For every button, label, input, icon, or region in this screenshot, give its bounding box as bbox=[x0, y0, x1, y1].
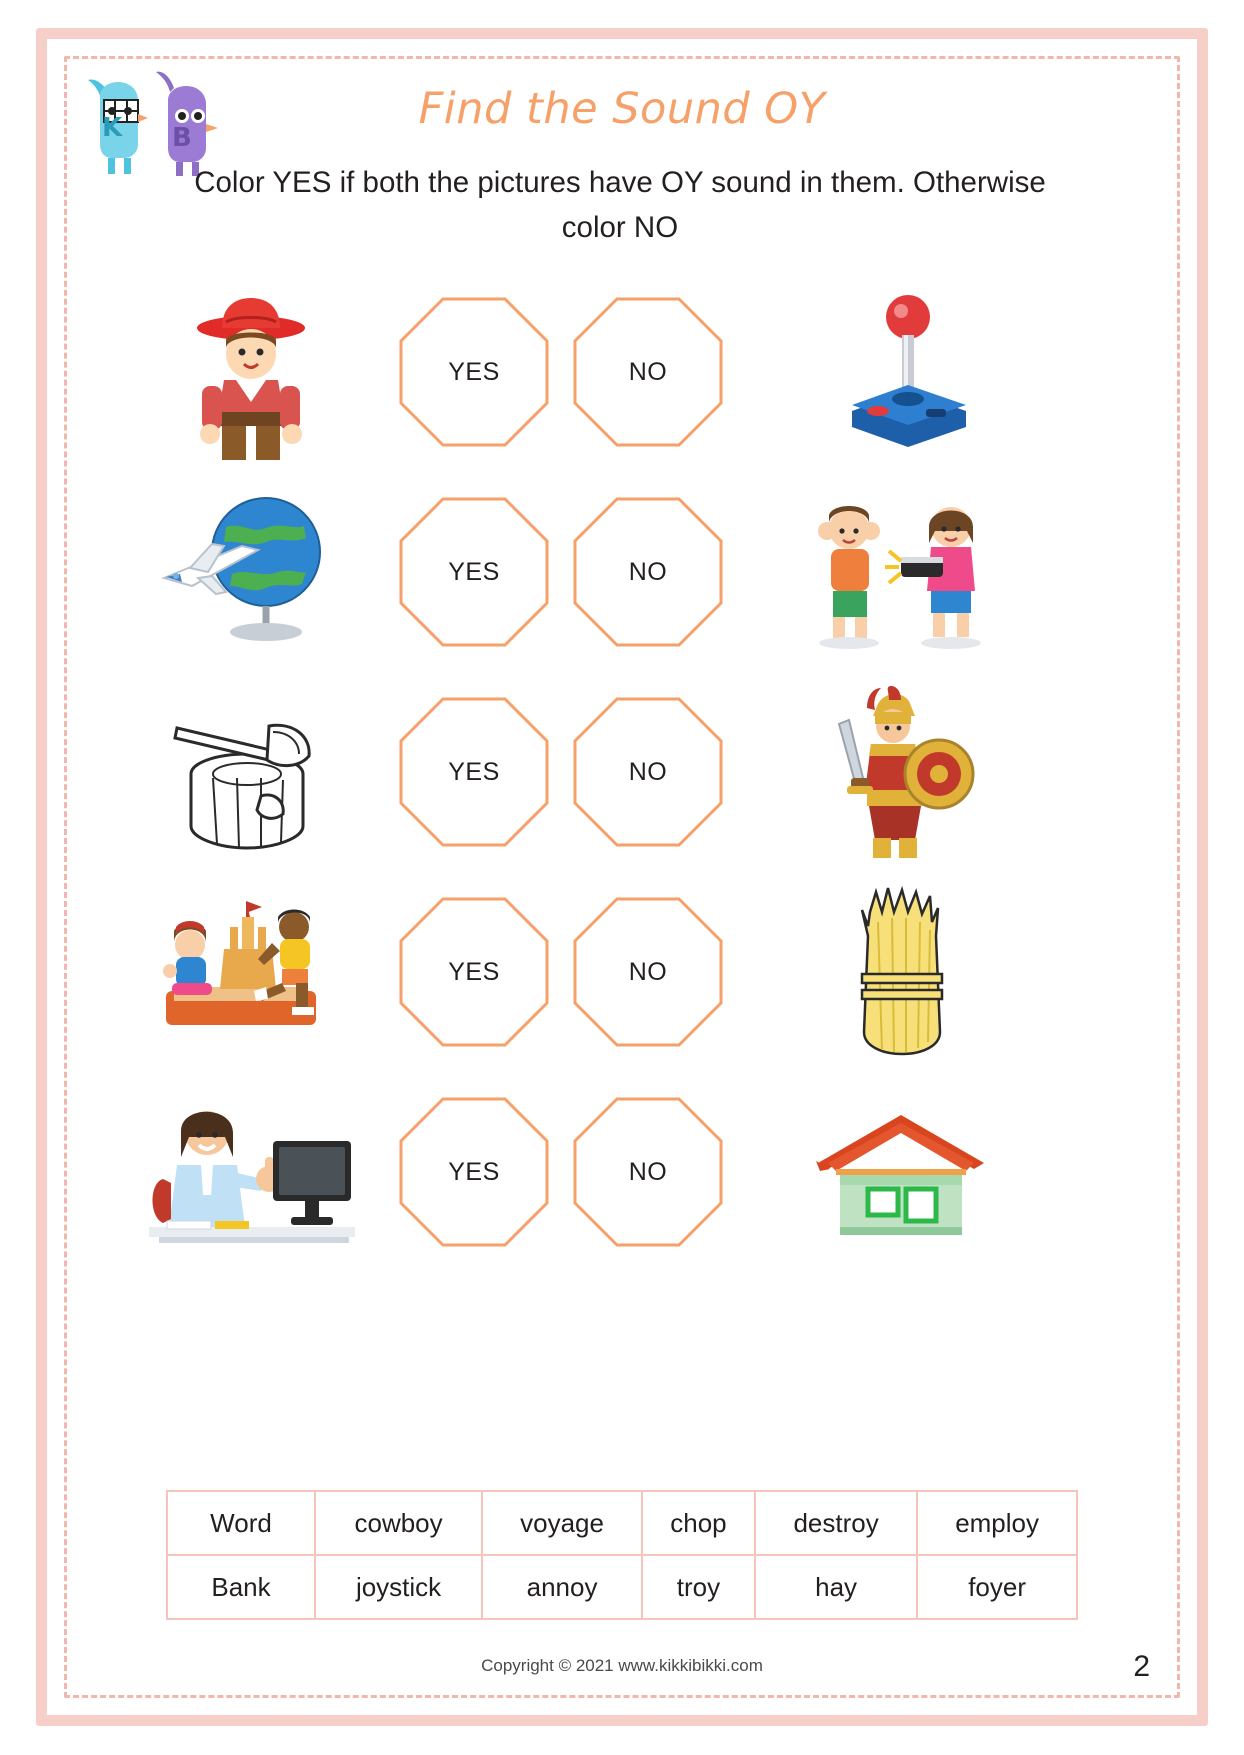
page-title: Find the Sound OY bbox=[418, 84, 826, 134]
children-destroy-sandcastle-illustration bbox=[126, 877, 376, 1067]
no-label: NO bbox=[628, 1157, 668, 1186]
yes-label: YES bbox=[448, 1157, 500, 1186]
axe-chopping-log-illustration bbox=[126, 677, 376, 867]
page-number: 2 bbox=[1133, 1650, 1150, 1683]
no-option[interactable] bbox=[572, 1096, 724, 1248]
yes-option[interactable] bbox=[398, 296, 550, 448]
no-option[interactable] bbox=[572, 296, 724, 448]
word-bank-cell: annoy bbox=[482, 1555, 642, 1619]
question-row bbox=[96, 272, 1156, 472]
word-bank-cell: cowboy bbox=[315, 1491, 482, 1555]
word-bank-label-2: Bank bbox=[167, 1555, 315, 1619]
no-option[interactable] bbox=[572, 496, 724, 648]
yes-option[interactable] bbox=[398, 1096, 550, 1248]
no-option[interactable] bbox=[572, 896, 724, 1048]
children-annoy-drum-illustration bbox=[776, 477, 1026, 667]
answer-octagons bbox=[376, 296, 746, 448]
word-bank-label-1: Word bbox=[167, 1491, 315, 1555]
yes-option[interactable] bbox=[398, 496, 550, 648]
cowboy-boy-illustration bbox=[126, 277, 376, 467]
answer-octagons bbox=[376, 496, 746, 648]
trojan-warrior-illustration bbox=[776, 677, 1026, 867]
word-bank-table bbox=[166, 1490, 1078, 1620]
question-rows bbox=[96, 272, 1156, 1272]
word-bank-cell: hay bbox=[755, 1555, 917, 1619]
word-bank-cell: joystick bbox=[315, 1555, 482, 1619]
question-row bbox=[96, 672, 1156, 872]
question-row bbox=[96, 872, 1156, 1072]
hay-bundle-illustration bbox=[776, 877, 1026, 1067]
yes-label: YES bbox=[448, 957, 500, 986]
table-row bbox=[167, 1491, 1077, 1555]
yes-label: YES bbox=[448, 757, 500, 786]
word-bank-cell: destroy bbox=[755, 1491, 917, 1555]
svg-text:K: K bbox=[102, 113, 123, 143]
joystick-illustration bbox=[776, 277, 1026, 467]
answer-octagons bbox=[376, 1096, 746, 1248]
question-row bbox=[96, 472, 1156, 672]
yes-option[interactable] bbox=[398, 696, 550, 848]
svg-text:B: B bbox=[172, 123, 192, 153]
airplane-globe-voyage-illustration bbox=[126, 477, 376, 667]
answer-octagons bbox=[376, 696, 746, 848]
word-bank-cell: chop bbox=[642, 1491, 755, 1555]
no-label: NO bbox=[628, 557, 668, 586]
yes-label: YES bbox=[448, 557, 500, 586]
question-row bbox=[96, 1072, 1156, 1272]
no-option[interactable] bbox=[572, 696, 724, 848]
copyright-text: Copyright © 2021 www.kikkibikki.com bbox=[481, 1656, 763, 1675]
word-bank-cell: troy bbox=[642, 1555, 755, 1619]
yes-option[interactable] bbox=[398, 896, 550, 1048]
no-label: NO bbox=[628, 757, 668, 786]
word-bank-cell: voyage bbox=[482, 1491, 642, 1555]
word-bank-cell: foyer bbox=[917, 1555, 1077, 1619]
instructions-text: Color YES if both the pictures have OY sound in them. Otherwise color NO bbox=[194, 166, 1046, 244]
table-row bbox=[167, 1555, 1077, 1619]
no-label: NO bbox=[628, 357, 668, 386]
no-label: NO bbox=[628, 957, 668, 986]
woman-employee-at-computer-illustration bbox=[126, 1077, 376, 1267]
yes-label: YES bbox=[448, 357, 500, 386]
house-foyer-illustration bbox=[776, 1077, 1026, 1267]
word-bank-cell: employ bbox=[917, 1491, 1077, 1555]
answer-octagons bbox=[376, 896, 746, 1048]
